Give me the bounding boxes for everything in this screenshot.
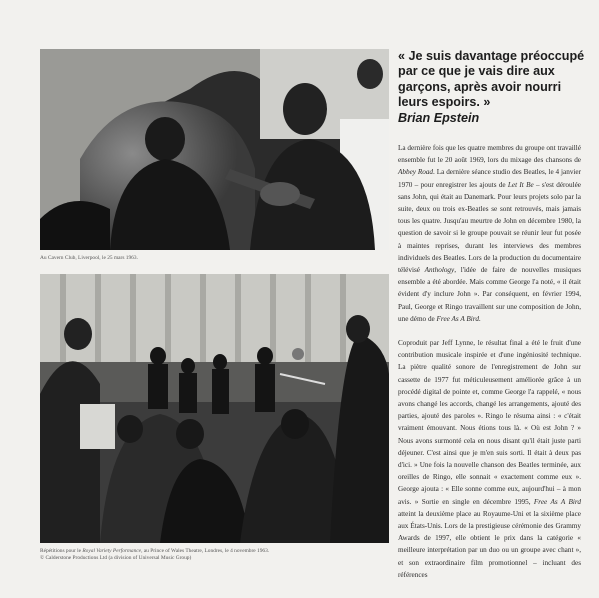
- body-paragraph-2: [398, 337, 581, 581]
- royal-variety-caption: [40, 548, 385, 562]
- album-title-abbey-road: Abbey Road: [398, 168, 434, 177]
- text-run: .: [478, 314, 481, 323]
- pull-quote: [398, 49, 588, 126]
- text-run: atteint la deuxième place au Royaume-Uni et la sixième place aux États-Unis. Lors de la prestigieuse cérémonie des Grammy Awards de 1997, elle obtient le prix dans la catégorie « meilleure interprétation par un duo ou un groupe avec chant », et son extraordinaire film promotionnel – incluant des références: [398, 509, 581, 579]
- caption-suffix: , au Prince of Wales Theatre, Londres, le 4 novembre 1963.: [141, 548, 270, 554]
- text-run: . La dernière séance studio des Beatles, le 4 janvier 1970 – pour enregistrer les ajouts de: [398, 168, 581, 189]
- quote-author: Brian Epstein: [398, 110, 480, 125]
- royal-variety-photo: [40, 274, 389, 543]
- body-paragraph-1: [398, 142, 581, 325]
- text-run: , l'idée de faire de nouvelles musiques ensemble a été abordée. Mais comme George l'a noté, « il était évident d'y inclure John ». Par conséquent, en février 1994, Paul, George et Ringo travaillent sur une composition de John, une démo de: [398, 266, 581, 323]
- photo-credit: © Calderstone Productions Ltd (a division of Universal Music Group): [40, 555, 192, 562]
- caption-prefix: Répétitions pour le: [40, 548, 83, 554]
- cavern-club-photo: [40, 49, 389, 250]
- text-run: Coproduit par Jeff Lynne, le résultat final a été le fruit d'une contribution musicale inspirée et d'une ingéniosité technique. La piètre qualité sonore de l'enregistrement de John sur cassette de 1977 fut méticuleusement améliorée grâce à un procédé digital de pointe et, comme George l'a rappelé, « nous avons changé les accords, changé les arrangements, ajouté des parties, ajouté des paroles ». Ringo le résuma ainsi : « c'était vraiment émouvant. Nous étions tous là. « Où est John ? » Nous avons surmonté cela en nous disant qu'il était juste parti déjeuner. C'est ainsi que je m'en suis sorti. Il était à deux pas d'ici. » Une fois la nouvelle chanson des Beatles terminée, aux oreilles de Ringo, elle sonnait « exactement comme eux ». George ajouta : « Elle sonne comme eux, aujourd'hui – à mon avis. » Sortie en single en décembre 1995,: [398, 339, 581, 506]
- text-run: La dernière fois que les quatre membres du groupe ont travaillé ensemble fut le 20 août 1969, lors du mixage des chansons de: [398, 144, 581, 165]
- text-run: – s'est déroulée sans John, qui était au Danemark. Pour leurs projets solo par la suite, deux ou trois ex-Beatles se sont retrouvés, mais jamais tous les quatre. Jusqu'au meurtre de John en décembre 1980, la question de savoir si le groupe pouvait se réunir leur fut posée à maintes reprises, durant les interviews des membres individuels des Beatles. Lors de la production du documentaire télévisé: [398, 180, 582, 275]
- song-title-free-as-a-bird: Free As A Bird: [436, 314, 479, 323]
- song-title-free-as-a-bird: Free As A Bird: [533, 497, 582, 506]
- title-anthology: Anthology: [424, 266, 455, 275]
- album-title-let-it-be: Let It Be: [507, 180, 534, 189]
- quote-text: « Je suis davantage préoccupé par ce que je vais dire aux garçons, après avoir nourri leurs espoirs. »: [398, 49, 585, 110]
- caption-show-title: Royal Variety Performance: [82, 548, 142, 554]
- cavern-club-caption: Au Cavern Club, Liverpool, le 25 mars 1963.: [40, 255, 138, 261]
